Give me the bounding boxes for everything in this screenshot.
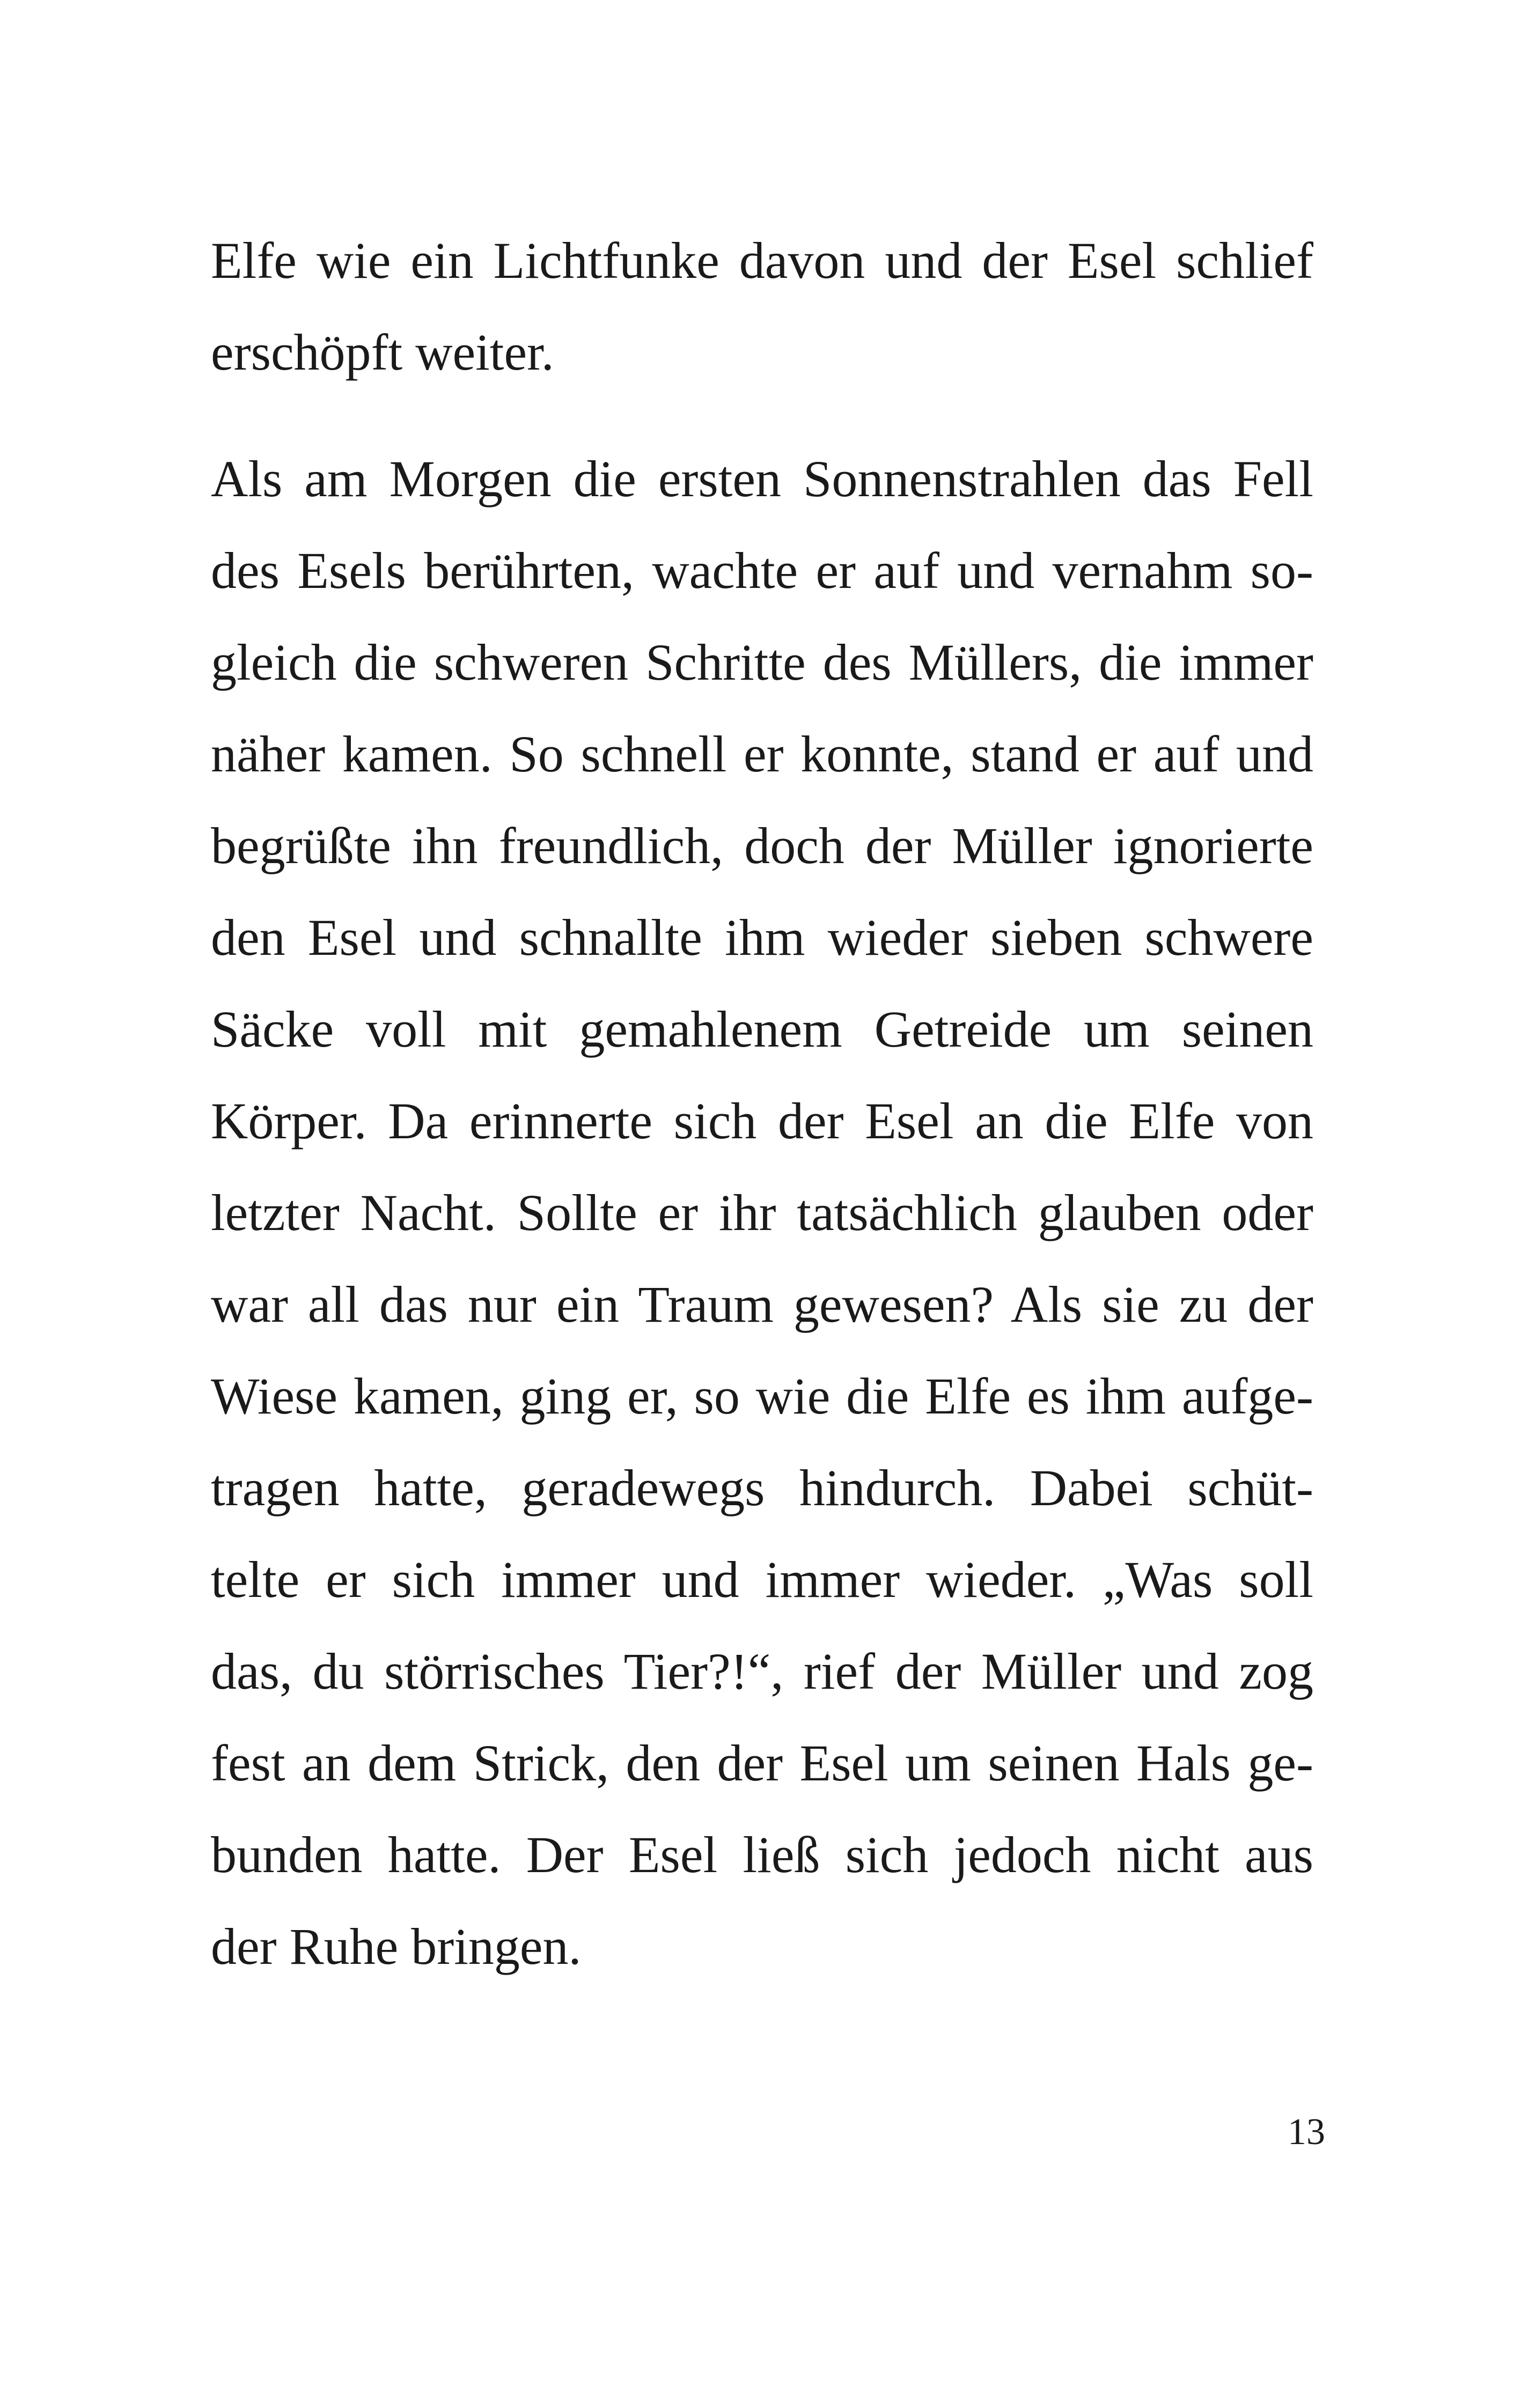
text-line: fest an dem Strick, den der Esel um seinen Hals ge- [211, 1734, 1313, 1792]
text-line: den Esel und schnallte ihm wieder sieben schwere [211, 909, 1313, 966]
text-line: bunden hatte. Der Esel ließ sich jedoch nicht aus [211, 1826, 1313, 1883]
text-line: begrüßte ihn freundlich, doch der Müller ignorierte [211, 817, 1313, 874]
body-text [211, 215, 1313, 1992]
text-line: telte er sich immer und immer wieder. „Was soll [211, 1551, 1313, 1608]
text-line: Wiese kamen, ging er, so wie die Elfe es ihm aufge- [211, 1367, 1313, 1425]
text-line: erschöpft weiter. [211, 323, 554, 381]
text-line: tragen hatte, geradewegs hindurch. Dabei schüt- [211, 1459, 1313, 1516]
text-line: Körper. Da erinnerte sich der Esel an die Elfe von [211, 1092, 1313, 1150]
text-line: Säcke voll mit gemahlenem Getreide um seinen [211, 1000, 1313, 1058]
text-line: der Ruhe bringen. [211, 1918, 582, 1975]
text-line: des Esels berührten, wachte er auf und vernahm so- [211, 542, 1313, 599]
paragraph-1 [211, 215, 1313, 398]
paragraph-2 [211, 433, 1313, 1992]
text-line: näher kamen. So schnell er konnte, stand er auf und [211, 725, 1313, 783]
paragraph-spacer [211, 398, 1313, 433]
text-line: das, du störrisches Tier?!“, rief der Müller und zog [211, 1643, 1313, 1700]
text-line: Als am Morgen die ersten Sonnenstrahlen das Fell [211, 450, 1313, 507]
text-line: letzter Nacht. Sollte er ihr tatsächlich glauben oder [211, 1184, 1313, 1241]
page-number: 13 [1288, 2111, 1325, 2153]
text-line: Elfe wie ein Lichtfunke davon und der Esel schlief [211, 232, 1313, 289]
text-line: gleich die schweren Schritte des Müllers, die immer [211, 634, 1313, 691]
text-line: war all das nur ein Traum gewesen? Als sie zu der [211, 1276, 1313, 1333]
